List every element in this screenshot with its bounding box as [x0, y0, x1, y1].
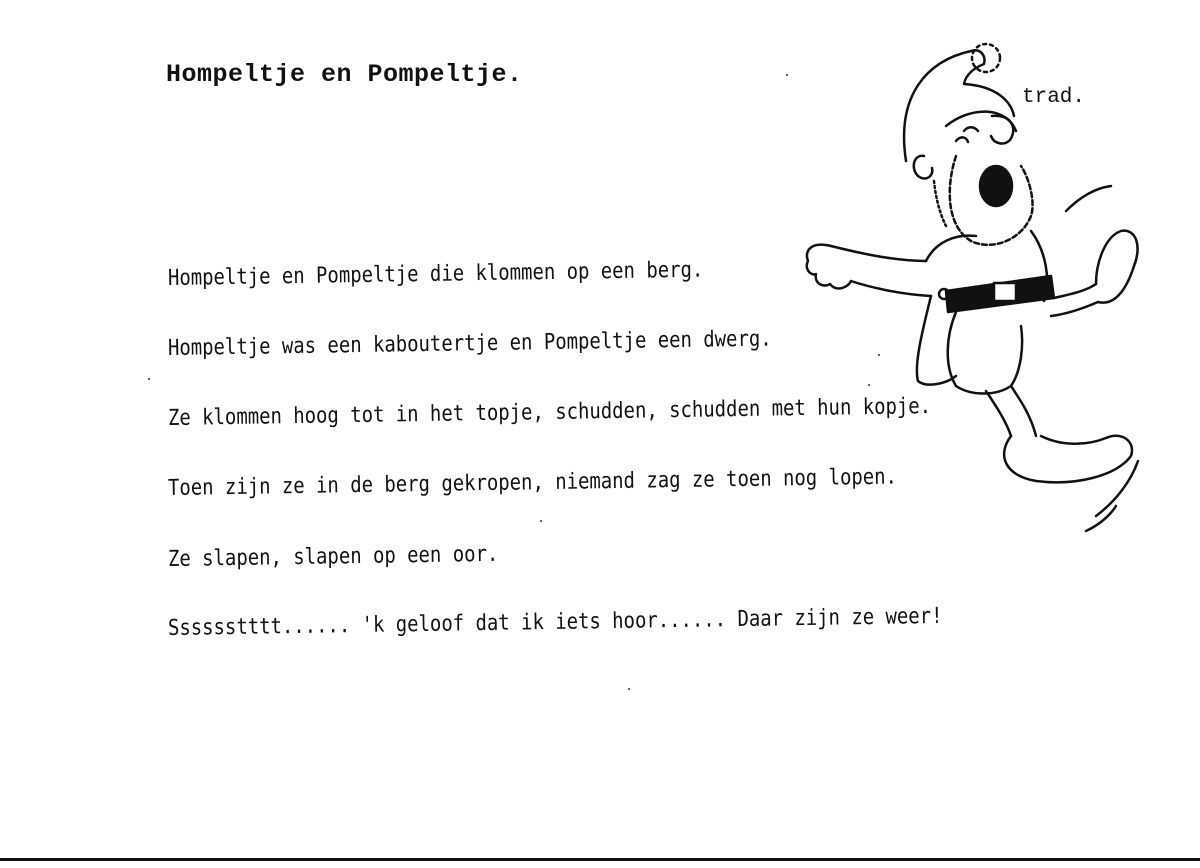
scan-edge-line [0, 858, 1200, 861]
lyric-line-5: Ze slapen, slapen op een oor. [167, 541, 499, 572]
scan-speck [786, 74, 788, 76]
scan-speck [878, 354, 880, 356]
scan-speck [628, 688, 630, 690]
lyric-line-1: Hompeltje en Pompeltje die klommen op een berg. [167, 257, 704, 291]
lyric-line-3: Ze klommen hoog tot in het topje, schudden, schudden met hun kopje. [167, 394, 932, 431]
lyric-line-6: Sssssstttt...... 'k geloof dat ik iets hoor...... Daar zijn ze weer! [167, 603, 943, 641]
scan-speck [868, 384, 870, 386]
lyric-line-4: Toen zijn ze in de berg gekropen, niemand zag ze toen nog lopen. [167, 464, 898, 501]
gnome-illustration [796, 36, 1148, 534]
credit-label: trad. [1022, 86, 1086, 109]
song-title: Hompeltje en Pompeltje. [166, 60, 523, 89]
scan-speck [148, 378, 150, 380]
scan-speck [540, 520, 542, 522]
lyric-line-2: Hompeltje was een kaboutertje en Pompeltje een dwerg. [167, 326, 772, 361]
